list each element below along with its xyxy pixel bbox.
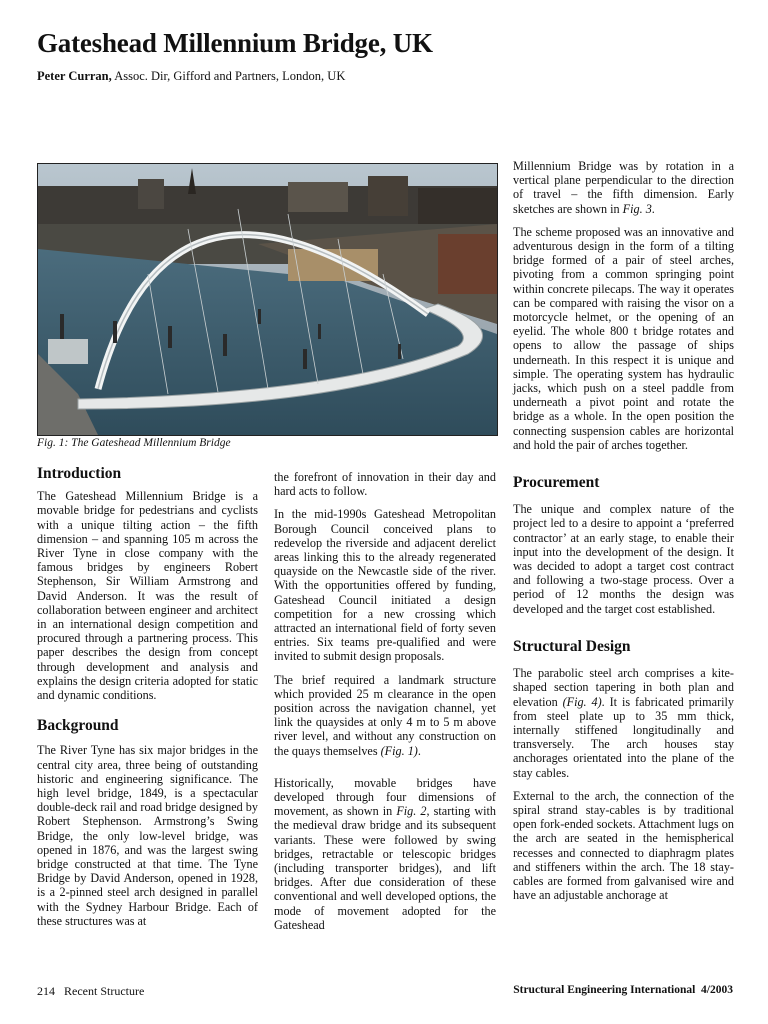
background-paragraph-3 bbox=[274, 673, 496, 758]
footer-page-info: 214 Recent Structure bbox=[37, 984, 145, 998]
background-paragraph-4 bbox=[274, 776, 496, 932]
author-name: Peter Curran, bbox=[37, 69, 112, 83]
fig2-reference: Fig. 2 bbox=[396, 804, 427, 819]
footer-journal: Structural Engineering International 4/2003 bbox=[513, 984, 733, 996]
sd-p1-end: . It is fabricated primarily from steel plate up to 35 mm thick, internally stiffened longitudinally and transversely. The arch houses stay anchorages orientated into the plane of the stay cables. bbox=[513, 694, 734, 780]
background-paragraph-5: The scheme proposed was an innovative and adventurous design in the form of a tilting bridge formed of a pair of steel arches, pivoting from a common springing point within concrete pilecaps. The way it operates can be compared with raising the visor on a motorcycle helmet, or the opening of an eyelid. The whole 800 t bridge rotates and opens to allow the passage of ships underneath. In this respect it is unique and simple. The operating system has hydraulic jacks, which push on a steel paddle from underneath a pivot point and rotate the bridge as a whole. In the open position the connecting suspension cables are horizontal and hold the pair of arches together. bbox=[513, 224, 734, 452]
bg-p4c-text: Millennium Bridge was by rotation in a vertical plane perpendicular to the direction of travel – the fifth dimension. Early sketches are shown in bbox=[513, 159, 734, 216]
bg-p4c-end: . bbox=[651, 201, 655, 216]
sd-p1-text: The parabolic steel arch comprises a kite-shaped section tapering in both plan and elevation bbox=[513, 666, 734, 709]
heading-introduction: Introduction bbox=[37, 465, 122, 482]
background-paragraph-1-continued: the forefront of innovation in their day and hard acts to follow. bbox=[274, 470, 496, 499]
column-2 bbox=[274, 470, 496, 941]
figure-caption: Fig. 1: The Gateshead Millennium Bridge bbox=[37, 437, 231, 449]
bg-p3-end: . bbox=[417, 743, 421, 758]
bg-p4-end: , starting with the medieval draw bridge and its subsequent variants. These were followed by swing bridges, retractable or telescopic bridges (including transporter bridges), and lift bridges. After due consideration of these conventional and well developed options, the mode of movement adopted for the Gateshead bbox=[274, 804, 496, 932]
author-affiliation: Assoc. Dir, Gifford and Partners, London, UK bbox=[114, 69, 346, 83]
introduction-paragraph: The Gateshead Millennium Bridge is a movable bridge for pedestrians and cyclists with a unique tilting action – the fifth dimension – and spanning 105 m across the River Tyne in close company with the famous bridges by engineers Robert Stephenson, Sir William Armstrong and David Anderson. It was the result of collaboration between engineer and architect in an international design competition and procured through a partnering process. This paper describes the design from concept through development and analysis and explains the design criteria adopted for static and dynamic conditions. bbox=[37, 489, 258, 703]
fig4-reference: (Fig. 4) bbox=[562, 694, 602, 709]
procurement-paragraph: The unique and complex nature of the project led to a desire to appoint a ‘preferred contractor’ at an early stage, to enable their input into the development of the design. It was decided to adopt a target cost contract and following a two-stage process. Over a period of 12 months the design was developed and the target cost established. bbox=[513, 502, 734, 616]
structural-paragraph-2: External to the arch, the connection of the spiral strand stay-cables is by traditional open fork-ended sockets. Attachment lugs on the arch are seated in the hemispherical recesses and connected to diaphragm plates and stiffeners within the arch. The 18 stay-cables are formed from galvanised wire and have an adjustable anchorage at bbox=[513, 788, 734, 903]
column-3 bbox=[513, 159, 734, 911]
bg-p4-text: Historically, movable bridges have developed through four dimensions of movement, as shown in bbox=[274, 775, 496, 819]
structural-paragraph-1 bbox=[513, 666, 734, 780]
bg-p3-text: The brief required a landmark structure which provided 25 m clearance in the open position across the navigation channel, yet link the quaysides at only 4 m to 5 m above river level, and without any construction on the quays themselves bbox=[274, 672, 496, 758]
heading-procurement: Procurement bbox=[513, 474, 600, 492]
fig1-reference: (Fig. 1) bbox=[380, 743, 418, 758]
background-paragraph-1: The River Tyne has six major bridges in the central city area, three being of outstanding historic and engineering significance. The high level bridge, 1849, is a spectacular double-deck rail and road bridge designed by Robert Stephenson. Armstrong’s Swing Bridge, the only low-level bridge, was opened in 1876, and was the largest swing bridge constructed at that time. The Tyne Bridge by David Anderson, opened in 1928, is a 2-pinned steel arch designed in parallel with the Sydney Harbour Bridge. Each of these structures was at bbox=[37, 743, 258, 928]
background-paragraph-2: In the mid-1990s Gateshead Metropolitan Borough Council conceived plans to redevelop the riverside and adjacent derelict areas linking this to the already regenerated quayside on the Newcastle side of the river. With the opportunities offered by funding, Gateshead Council initiated a design competition for a new crossing which attracted an international field of forty seven entries. Six teams pre-qualified and were invited to submit design proposals. bbox=[274, 507, 496, 664]
heading-background: Background bbox=[37, 717, 119, 735]
author-line bbox=[37, 69, 345, 84]
column-1 bbox=[37, 467, 258, 937]
fig3-reference: Fig. 3 bbox=[622, 201, 652, 216]
background-paragraph-4-continued bbox=[513, 159, 734, 216]
bridge-photo-icon bbox=[38, 164, 497, 435]
page-title: Gateshead Millennium Bridge, UK bbox=[37, 28, 433, 58]
bridge-photo bbox=[37, 163, 498, 436]
heading-structural-design: Structural Design bbox=[513, 637, 631, 655]
